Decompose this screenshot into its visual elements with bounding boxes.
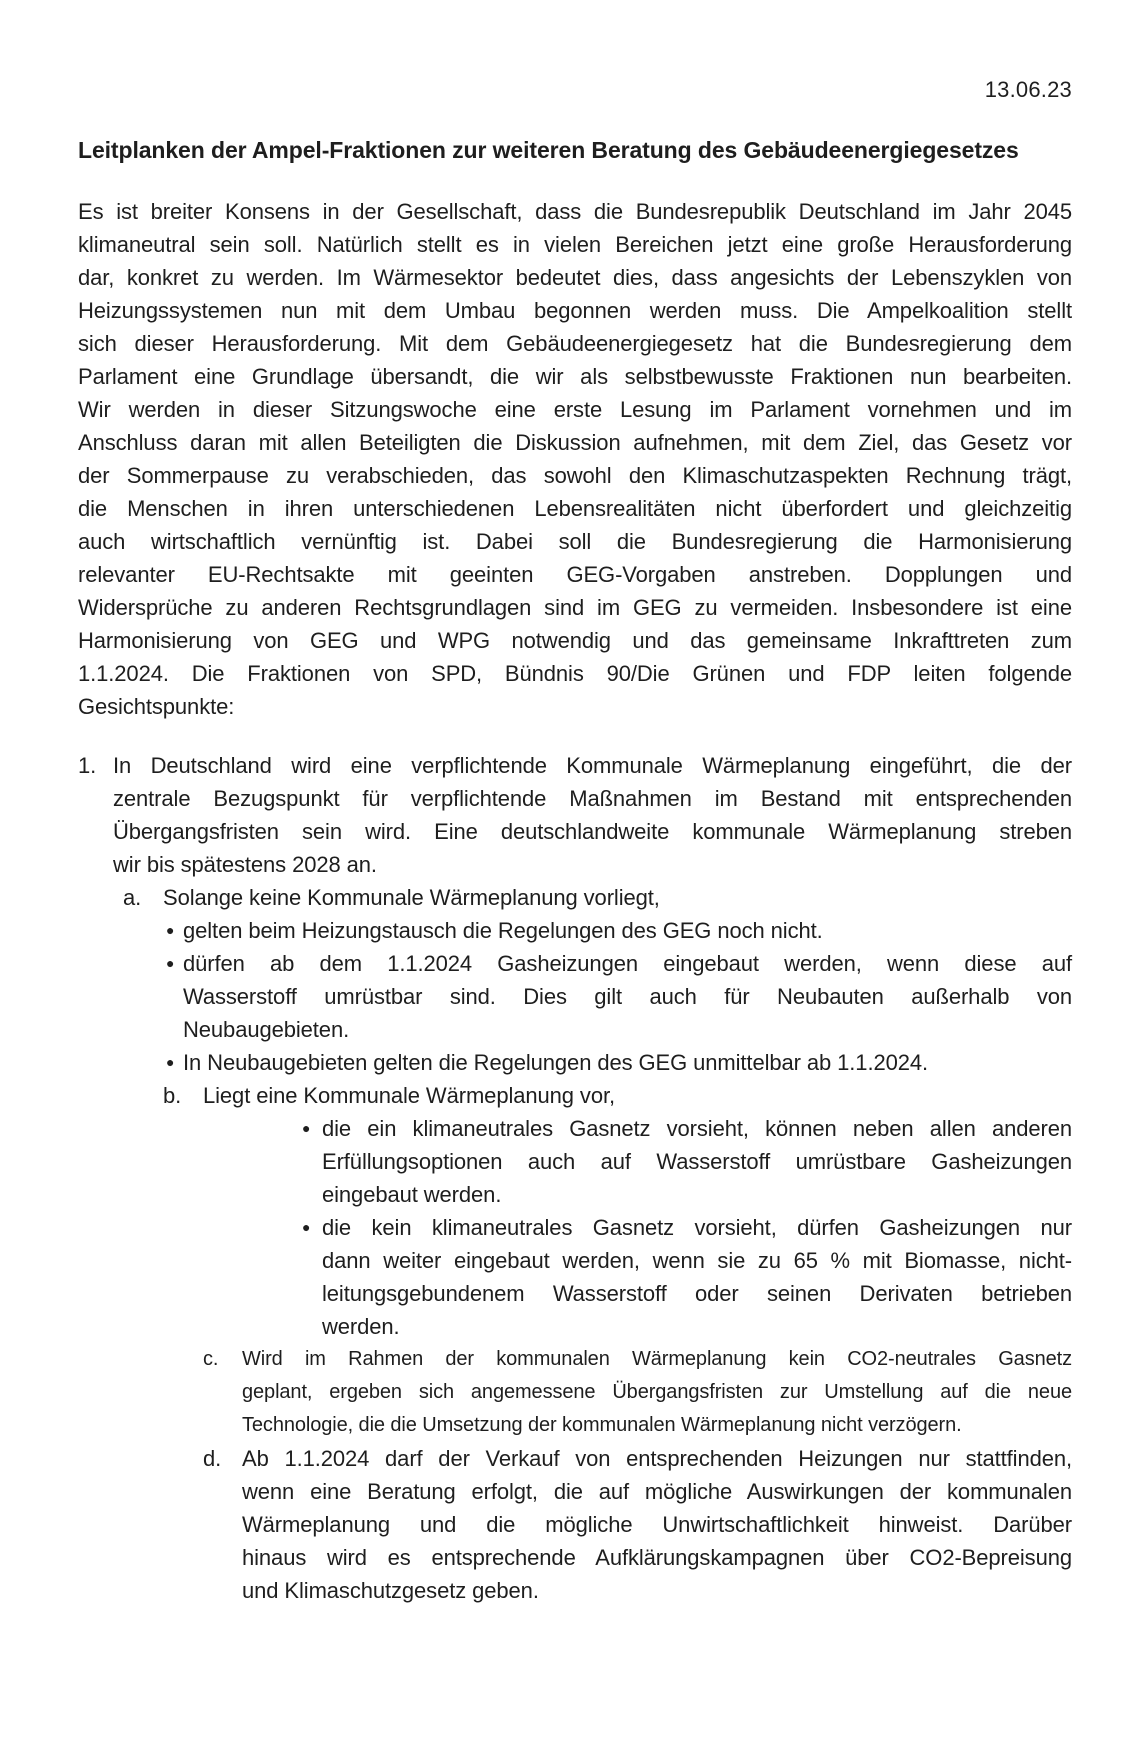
text-line: Liegt eine Kommunale Wärmeplanung vor, [203,1083,615,1108]
text-line: und Klimaschutzgesetz geben. [242,1578,539,1603]
text-line: dann weiter eingebaut werden, wenn sie zu 65 % mit Biomasse, nicht- [322,1248,1072,1273]
bullet-icon: ● [166,955,175,971]
text-line: dar, konkret zu werden. Im Wärmesektor bedeutet dies, dass angesichts der Lebenszyklen von [78,265,1072,290]
text-line: auch wirtschaftlich vernünftig ist. Dabei soll die Bundesregierung die Harmonisierung [78,529,1072,554]
document-date: 13.06.23 [984,77,1072,102]
text-line: dürfen ab dem 1.1.2024 Gasheizungen eingebaut werden, wenn diese auf [183,951,1072,976]
text-line: die kein klimaneutrales Gasnetz vorsieht, dürfen Gasheizungen nur [322,1215,1072,1240]
bullet-1b-2 [302,1211,1072,1343]
intro-paragraph [78,195,1072,723]
list-item-1 [78,749,1072,881]
text-line: Gesichtspunkte: [78,694,235,719]
list-item-1d [203,1442,1072,1607]
text-line: Wärmeplanung und die mögliche Unwirtschaftlichkeit hinweist. Darüber [242,1512,1072,1537]
text-line: Heizungssystemen nun mit dem Umbau begonnen werden muss. Die Ampelkoalition stellt [78,298,1072,323]
text-line: Anschluss daran mit allen Beteiligten die Diskussion aufnehmen, mit dem Ziel, das Gesetz vor [78,430,1072,455]
list-marker: c. [203,1348,219,1370]
text-line: leitungsgebundenem Wasserstoff oder seinen Derivaten betrieben [322,1281,1072,1306]
text-line: gelten beim Heizungstausch die Regelungen des GEG noch nicht. [183,918,823,943]
bullet-icon: ● [302,1219,311,1235]
text-line: werden. [322,1314,400,1339]
text-line: Erfüllungsoptionen auch auf Wasserstoff umrüstbare Gasheizungen [322,1149,1072,1174]
list-item-1a [123,881,1072,914]
text-line: sich dieser Herausforderung. Mit dem Gebäudeenergiegesetz hat die Bundesregierung dem [78,331,1072,356]
text-line: geplant, ergeben sich angemessene Übergangsfristen zur Umstellung auf die neue [242,1381,1072,1403]
bullet-1a-1 [166,914,1072,947]
text-line: wir bis spätestens 2028 an. [113,852,377,877]
text-line: hinaus wird es entsprechende Aufklärungskampagnen über CO2-Bepreisung [242,1545,1072,1570]
text-line: In Neubaugebieten gelten die Regelungen des GEG unmittelbar ab 1.1.2024. [183,1050,929,1075]
text-line: wenn eine Beratung erfolgt, die auf mögliche Auswirkungen der kommunalen [242,1479,1072,1504]
document-title: Leitplanken der Ampel-Fraktionen zur weiteren Beratung des Gebäudeenergiegesetzes [78,137,1019,163]
text-line: Es ist breiter Konsens in der Gesellschaft, dass die Bundesrepublik Deutschland im Jahr 2045 [78,199,1072,224]
text-line: Neubaugebieten. [183,1017,350,1042]
text-line: Wir werden in dieser Sitzungswoche eine erste Lesung im Parlament vornehmen und im [78,397,1072,422]
document-body [78,195,1072,1607]
list-marker: b. [163,1083,182,1108]
text-line: klimaneutral sein soll. Natürlich stellt es in vielen Bereichen jetzt eine große Herausforderung [78,232,1072,257]
text-line: Widersprüche zu anderen Rechtsgrundlagen sind im GEG zu vermeiden. Insbesondere ist eine [78,595,1072,620]
list-item-1c [203,1343,1072,1442]
bullet-icon: ● [166,922,175,938]
text-line: Solange keine Kommunale Wärmeplanung vorliegt, [163,885,660,910]
text-line: Übergangsfristen sein wird. Eine deutschlandweite kommunale Wärmeplanung streben [113,819,1072,844]
text-line: zentrale Bezugspunkt für verpflichtende Maßnahmen im Bestand mit entsprechenden [113,786,1072,811]
list-item-1b [163,1079,1072,1112]
bullet-icon: ● [166,1054,175,1070]
bullet-1b-1 [302,1112,1072,1211]
bullet-icon: ● [302,1120,311,1136]
text-line: eingebaut werden. [322,1182,502,1207]
text-line: Technologie, die die Umsetzung der kommunalen Wärmeplanung nicht verzögern. [242,1414,962,1436]
text-line: Wird im Rahmen der kommunalen Wärmeplanung kein CO2-neutrales Gasnetz [242,1348,1072,1370]
text-line: Wasserstoff umrüstbar sind. Dies gilt auch für Neubauten außerhalb von [183,984,1072,1009]
text-line: der Sommerpause zu verabschieden, das sowohl den Klimaschutzaspekten Rechnung trägt, [78,463,1072,488]
text-line: 1.1.2024. Die Fraktionen von SPD, Bündnis 90/Die Grünen und FDP leiten folgende [78,661,1072,686]
text-line: In Deutschland wird eine verpflichtende Kommunale Wärmeplanung eingeführt, die der [113,753,1072,778]
list-marker: 1. [78,753,97,778]
bullet-1a-3 [166,1046,1072,1079]
list-marker: d. [203,1446,222,1471]
list-marker: a. [123,885,142,910]
text-line: relevanter EU-Rechtsakte mit geeinten GEG-Vorgaben anstreben. Dopplungen und [78,562,1072,587]
text-line: die ein klimaneutrales Gasnetz vorsieht, können neben allen anderen [322,1116,1072,1141]
bullet-1a-2 [166,947,1072,1046]
text-line: Parlament eine Grundlage übersandt, die wir als selbstbewusste Fraktionen nun bearbeiten. [78,364,1072,389]
text-line: Ab 1.1.2024 darf der Verkauf von entsprechenden Heizungen nur stattfinden, [242,1446,1072,1471]
text-line: die Menschen in ihren unterschiedenen Lebensrealitäten nicht überfordert und gleichzeitig [78,496,1072,521]
text-line: Harmonisierung von GEG und WPG notwendig und das gemeinsame Inkrafttreten zum [78,628,1072,653]
